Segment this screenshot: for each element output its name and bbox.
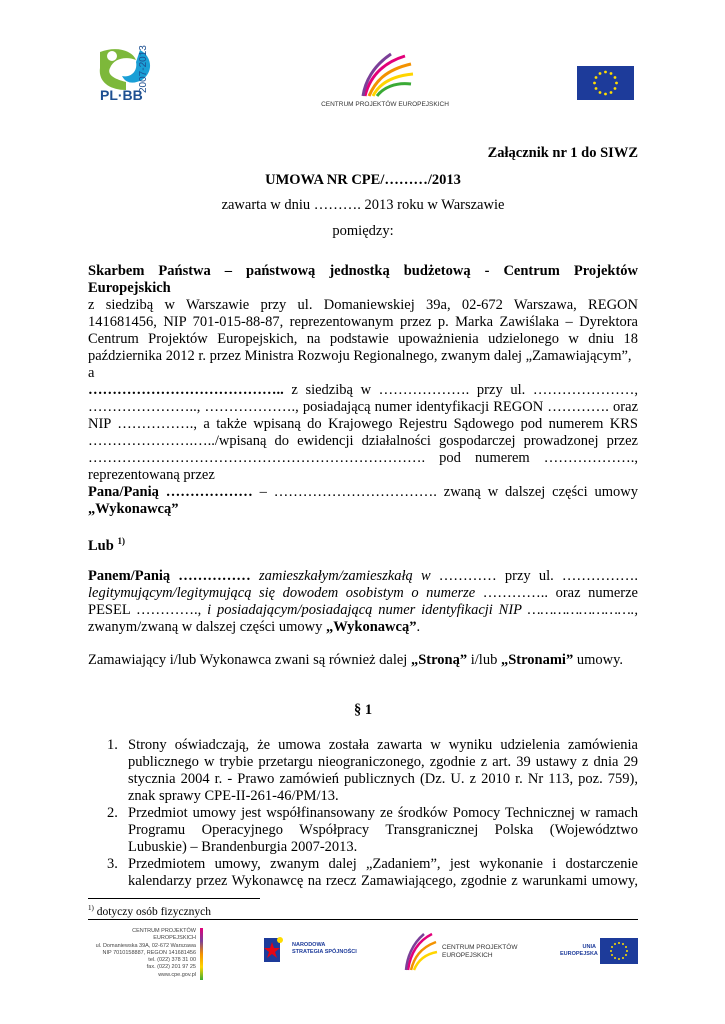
eu-footer-text — [560, 944, 596, 958]
footnote: $^{1)}$ dotyczy osób fizycznych — [88, 904, 212, 918]
item-line: Przedmiotem umowy, zwanym dalej „Zadaniem”, jest wykonanie i dostarczenie — [128, 856, 638, 872]
eu-stars-icon — [577, 66, 634, 100]
eu-footer-text-line: UNIA — [582, 944, 596, 950]
party2-line: ………………….…../wpisaną do ewidencji działalności gospodarczej prowadzonej przez — [88, 433, 638, 449]
nss-star-icon — [262, 934, 286, 966]
item-line: znak sprawy CPE-II-261-46/PM/13. — [128, 788, 339, 804]
footer-address-line: tel. (022) 378 31 00 — [148, 957, 196, 964]
plbb-logo-text: PL·BB — [100, 87, 143, 103]
footer-address-line: fax. (022) 201 97 25 — [146, 964, 196, 971]
item-line: Strony oświadczają, że umowa została zawarta w wyniku udzielenia zamówienia — [128, 737, 638, 753]
nss-text-line: STRATEGIA SPÓJNOŚCI — [292, 949, 357, 955]
cpe-footer-swirl-icon — [402, 932, 438, 972]
eu-footer-text-line: EUROPEJSKA — [560, 951, 598, 957]
cpe-logo — [355, 52, 415, 100]
party1-line: z siedzibą w Warszawie przy ul. Domaniewskiej 39a, 02-672 Warszawa, REGON — [88, 297, 638, 313]
item-line: kalendarzy przez Wykonawcę na rzecz Zamawiającego, zgodnie z warunkami umowy, — [128, 873, 638, 889]
footer-address — [88, 928, 196, 979]
party3-line: legitymującym/legitymującą się dowodem osobistym o numerze ………….. oraz numerze — [88, 585, 638, 601]
item-line: Lubuskie) – Brandenburgia 2007-2013. — [128, 839, 358, 855]
item-line: publicznego w trybie przetargu nieograniczonego, zgodnie z art. 39 ustawy z dnia 29 — [128, 754, 638, 770]
party2-line: reprezentowaną przez — [88, 467, 215, 483]
party2-line: ………………….., ………………., posiadającą numer identyfikacji REGON …………. oraz — [88, 399, 638, 415]
party1-line: października 2012 r. przez Ministra Rozwoju Regionalnego, zwanym dalej „Zamawiającym”, — [88, 348, 632, 364]
footer-color-bar — [200, 928, 203, 980]
footnote-divider — [88, 898, 260, 899]
cpe-footer-text-line: EUROPEJSKICH — [442, 952, 493, 959]
item-line: stycznia 2004 r. - Prawo zamówień publicznych (Dz. U. z 2010 r. Nr 113, poz. 759), — [128, 771, 638, 787]
item-line: Programu Operacyjnego Współpracy Transgranicznej Polska (Województwo — [128, 822, 638, 838]
or-label: Lub $^{1)}$ — [88, 536, 125, 554]
footer-address-line: ul. Domaniewska 39A, 02-672 Warszawa — [95, 942, 196, 949]
parties-definition: Zamawiający i/lub Wykonawca zwani są również dalej „Stroną” i/lub „Stronami” umowy. — [88, 652, 624, 668]
cpe-swirl-icon — [355, 52, 415, 100]
nss-text — [292, 942, 357, 956]
party2-line: NIP ……………., a także wpisaną do Krajowego Rejestru Sądowego pod numerem KRS — [88, 416, 638, 432]
contract-date: zawarta w dniu ………. 2013 roku w Warszawie — [221, 197, 505, 213]
party1-line: 141681456, NIP 701-015-88-87, reprezentowanym przez p. Marka Zawiślaka – Dyrektora — [88, 314, 638, 330]
party3-line: zwanym/zwaną w dalszej części umowy „Wykonawcą”. — [88, 619, 421, 635]
attachment-label: Załącznik nr 1 do SIWZ — [487, 145, 638, 161]
between-label: pomiędzy: — [332, 223, 394, 239]
eu-flag — [577, 66, 634, 100]
party3-line: Panem/Panią …………… zamieszkałym/zamieszkałą w ………… przy ul. ……………. — [88, 568, 638, 584]
nss-text-line: NARODOWA — [292, 942, 326, 948]
party3-line: PESEL …………., i posiadającym/posiadającą numer identyfikacji NIP ……………………., — [88, 602, 638, 618]
party2-line: Pana/Panią ……………… – ……………………………. zwaną w dalszej części umowy — [88, 484, 638, 500]
party1-line: Centrum Projektów Europejskich, na podstawie upoważnienia udzielonego w dniu 18 — [88, 331, 638, 347]
eu-footer-flag — [600, 938, 638, 964]
plbb-logo-years: 2007-2013 — [138, 45, 149, 93]
nss-logo — [262, 934, 286, 966]
section-heading: § 1 — [353, 702, 373, 718]
footer-divider — [88, 919, 638, 920]
footer-address-line: CENTRUM PROJEKTÓW EUROPEJSKICH — [132, 928, 196, 942]
cpe-footer-logo — [402, 932, 438, 972]
cpe-footer-text — [442, 944, 517, 960]
party2-line: ………………………………….. z siedzibą w ………………. przy ul. …………………, — [88, 382, 638, 398]
cpe-logo-text: CENTRUM PROJEKTÓW EUROPEJSKICH — [321, 101, 449, 108]
party2-line: ……………………………………………………………. pod numerem ………………., — [88, 450, 638, 466]
item-number: 1. — [107, 737, 118, 753]
footer-address-line: NIP 7010158887, REGON 141681456 — [102, 949, 196, 956]
party1-name-cont: Europejskich — [88, 280, 171, 296]
item-number: 2. — [107, 805, 118, 821]
item-number: 3. — [107, 856, 118, 872]
footer-address-line: www.cpe.gov.pl — [158, 971, 196, 978]
cpe-footer-text-line: CENTRUM PROJEKTÓW — [442, 944, 518, 951]
contract-number: UMOWA NR CPE/………/2013 — [265, 172, 461, 188]
party1-name: Skarbem Państwa – państwową jednostką budżetową - Centrum Projektów — [88, 263, 638, 279]
party1-and: a — [88, 365, 95, 381]
eu-footer-stars-icon — [600, 938, 638, 964]
item-line: Przedmiot umowy jest współfinansowany ze środków Pomocy Technicznej w ramach — [128, 805, 638, 821]
party2-contractor: „Wykonawcą” — [88, 501, 179, 517]
